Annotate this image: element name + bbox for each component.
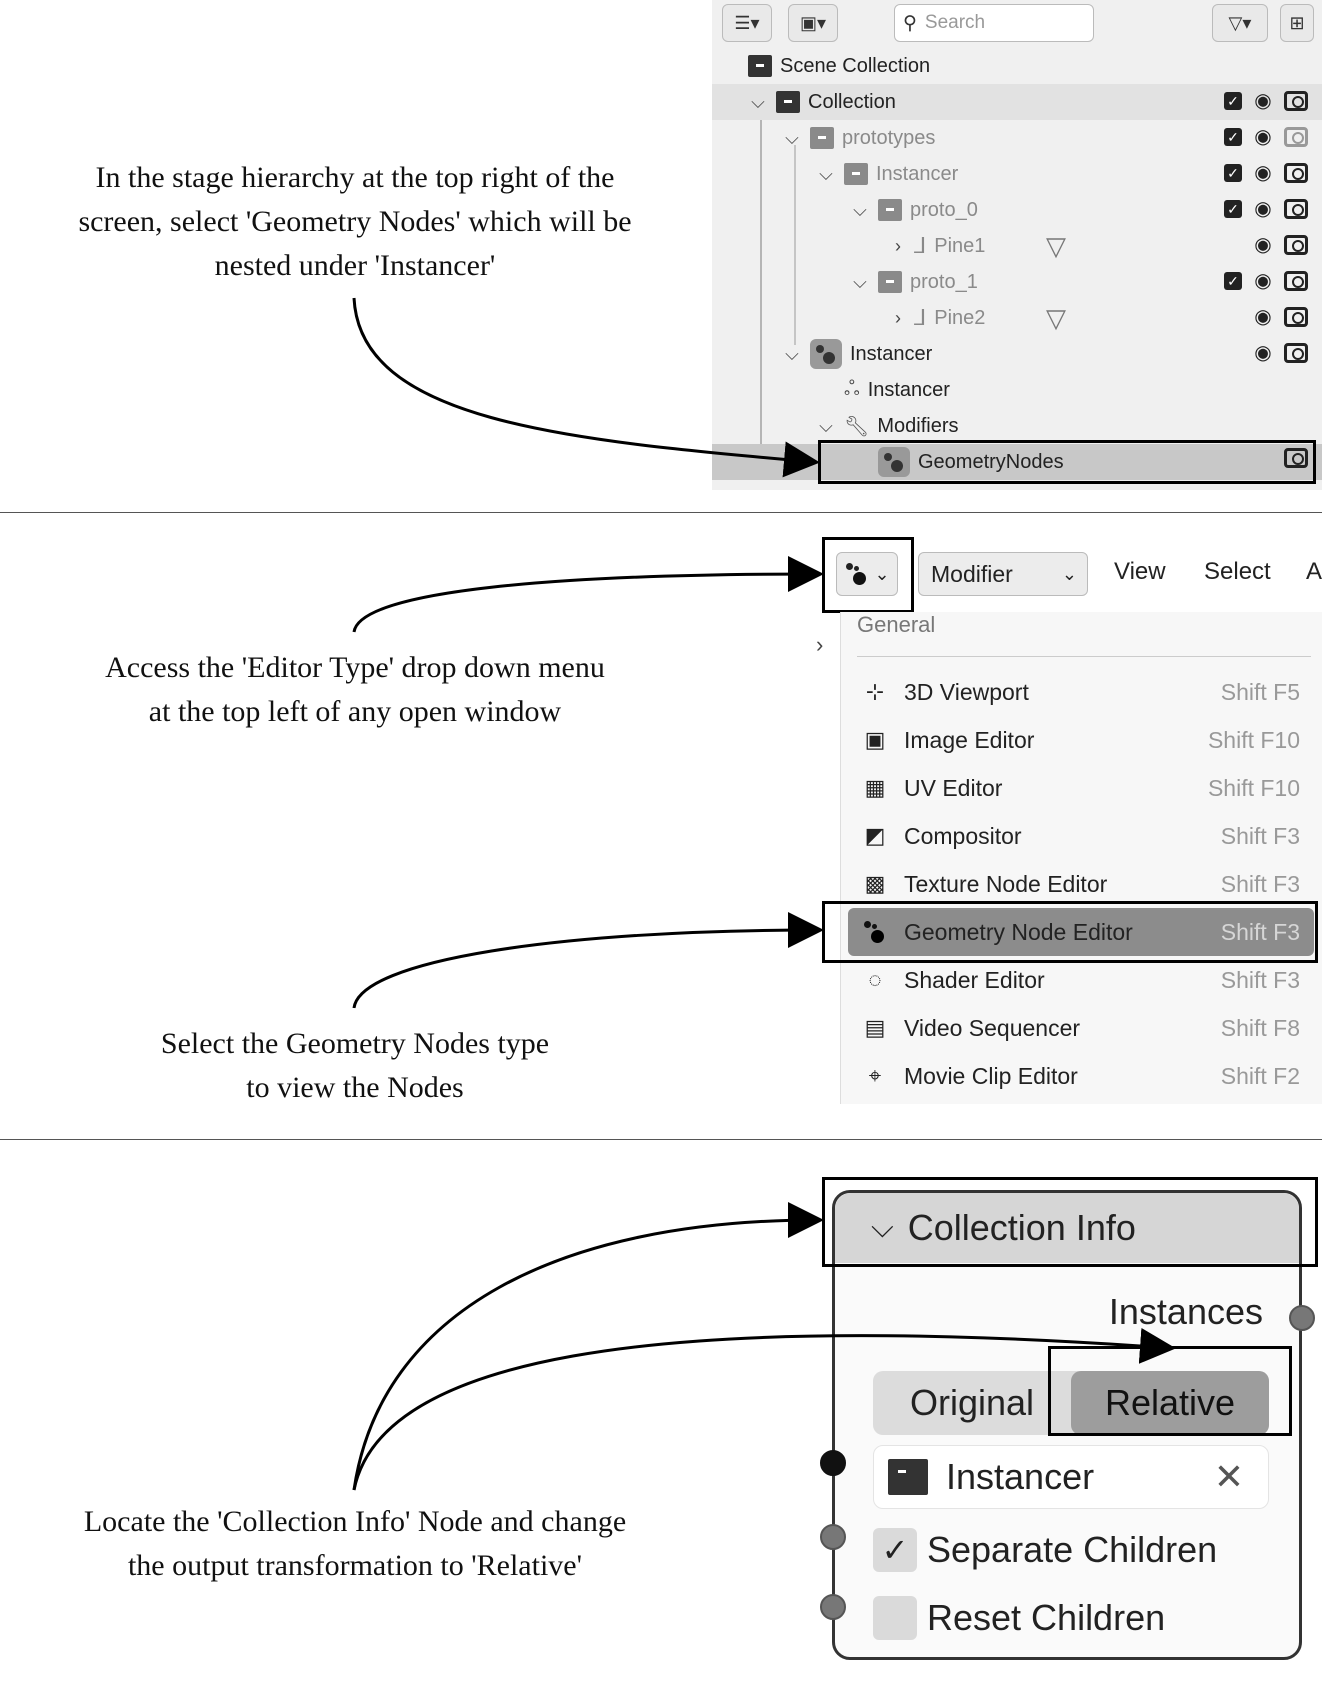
menu-item-label: Video Sequencer [904,1014,1081,1041]
eye-icon[interactable]: ◉ [1254,126,1272,148]
row-label: proto_0 [910,198,978,221]
eye-icon[interactable]: ◉ [1254,90,1272,112]
chevron-right-icon[interactable]: › [816,632,824,657]
output-instances-label: Instances [1108,1291,1263,1332]
shader-icon: ◌ [868,967,882,992]
menu-item-shortcut: Shift F3 [1220,870,1300,897]
image-editor-icon: ▣ [864,727,886,752]
checkbox-icon[interactable]: ✓ [1224,164,1242,182]
row-label: Pine1 [934,234,986,257]
caption-line: the output transformation to 'Relative' [127,1549,583,1582]
caption-line: Select the Geometry Nodes type [160,1027,550,1060]
menu-item-shortcut: Shift F10 [1207,726,1300,753]
chevron-down-icon: ⌄ [874,563,890,584]
chevron-down-icon[interactable]: ⌵ [819,415,833,436]
uv-editor-icon: ▦ [864,775,886,800]
checkbox-icon[interactable]: ✓ [1224,200,1242,218]
checkbox-icon[interactable]: ✓ [1224,92,1242,110]
checkbox-label: Separate Children [927,1529,1218,1570]
caption-line: to view the Nodes [246,1071,464,1104]
menu-item-shortcut: Shift F8 [1220,1014,1300,1041]
chevron-down-icon[interactable]: ⌵ [871,1211,894,1244]
node-title: Collection Info [907,1207,1136,1248]
checkbox-icon[interactable]: ✓ [1224,128,1242,146]
caption-line: In the stage hierarchy at the top right of the [95,161,615,194]
chevron-right-icon[interactable]: › [895,307,901,328]
caption-line: nested under 'Instancer' [214,249,496,282]
caption-line: screen, select 'Geometry Nodes' which will be [78,205,632,238]
point-cloud-icon: ஃ [844,377,860,400]
mode-label: Modifier [931,560,1013,587]
menu-item-label: UV Editor [904,774,1003,801]
row-label: Modifiers [877,414,959,437]
chevron-down-icon: ⌄ [1061,563,1077,584]
close-icon[interactable]: ✕ [1213,1456,1244,1497]
sequencer-icon: ▤ [864,1015,886,1040]
menu-section-title: General [857,612,936,637]
original-option[interactable]: Original [909,1382,1035,1423]
row-label: Instancer [867,378,950,401]
caption-line: at the top left of any open window [148,695,562,728]
row-label: Instancer [876,162,959,185]
checkbox-label: Reset Children [927,1597,1166,1638]
menu-item-label: Image Editor [904,726,1035,753]
chevron-down-icon[interactable]: ⌵ [853,271,867,292]
menu-view[interactable]: View [1114,558,1166,585]
eye-icon[interactable]: ◉ [1254,306,1272,328]
eye-icon[interactable]: ◉ [1254,162,1272,184]
mesh-data-icon: ▽ [1046,230,1066,261]
caption-line: Locate the 'Collection Info' Node and change [83,1505,627,1538]
viewport-icon: ⊹ [865,679,885,704]
menu-item-shortcut: Shift F5 [1220,678,1300,705]
menu-item-shortcut: Shift F3 [1220,918,1300,945]
checkmark-icon: ✓ [873,1528,917,1572]
new-collection-button[interactable]: ⊞ [1280,4,1314,42]
menu-item-label: Geometry Node Editor [904,918,1133,945]
menu-item-shortcut: Shift F3 [1220,966,1300,993]
movie-clip-icon: ⌖ [868,1063,882,1088]
checkbox-icon[interactable]: ✓ [1224,272,1242,290]
arrow-to-editor-type [354,574,818,632]
eye-icon[interactable]: ◉ [1254,198,1272,220]
row-label: proto_1 [910,270,978,293]
caption-line: Access the 'Editor Type' drop down menu [105,651,605,684]
eye-icon[interactable]: ◉ [1254,234,1272,256]
menu-item-label: Shader Editor [904,966,1045,993]
menu-select[interactable]: Select [1204,558,1271,585]
menu-item-shortcut: Shift F10 [1207,774,1300,801]
eye-icon[interactable]: ◉ [1254,270,1272,292]
filter-view-button[interactable]: ▣▾ [788,4,838,42]
arrow-to-geometry-nodes [354,298,814,462]
empty-axes-icon: ⅃ [914,233,927,258]
compositor-icon: ◩ [864,823,886,848]
collection-name: Instancer [946,1456,1095,1497]
chevron-down-icon[interactable]: ⌵ [853,199,867,220]
mesh-data-icon: ▽ [1046,302,1066,333]
arrow-to-geometry-node-editor [354,930,818,1008]
filter-button[interactable]: ▽▾ [1212,4,1268,42]
chevron-right-icon[interactable]: › [895,235,901,256]
chevron-down-icon[interactable]: ⌵ [785,127,799,148]
chevron-down-icon[interactable]: ⌵ [785,343,799,364]
row-label: Scene Collection [780,54,931,77]
menu-item-label: Movie Clip Editor [904,1062,1078,1089]
row-label: GeometryNodes [918,450,1064,473]
relative-option[interactable]: Relative [1071,1371,1269,1435]
menu-item-label: Texture Node Editor [904,870,1108,897]
empty-axes-icon: ⅃ [914,305,927,330]
wrench-icon: 🔧︎ [844,415,870,438]
chevron-down-icon[interactable]: ⌵ [751,91,765,112]
menu-item-shortcut: Shift F3 [1220,822,1300,849]
texture-icon: ▩ [864,871,886,896]
search-placeholder: Search [924,12,986,33]
chevron-down-icon[interactable]: ⌵ [819,163,833,184]
menu-item-label: Compositor [904,822,1022,849]
row-label: Pine2 [934,306,986,329]
search-icon: ⚲ [903,12,917,34]
display-mode-button[interactable]: ☰▾ [722,4,772,42]
arrow-to-relative [354,1336,1170,1490]
eye-icon[interactable]: ◉ [1254,342,1272,364]
menu-item-shortcut: Shift F2 [1220,1062,1300,1089]
row-label: Instancer [850,342,933,365]
menu-item-label: 3D Viewport [904,678,1029,705]
row-label: Collection [808,90,896,113]
menu-add[interactable]: A [1306,558,1322,585]
row-label: prototypes [842,126,936,149]
